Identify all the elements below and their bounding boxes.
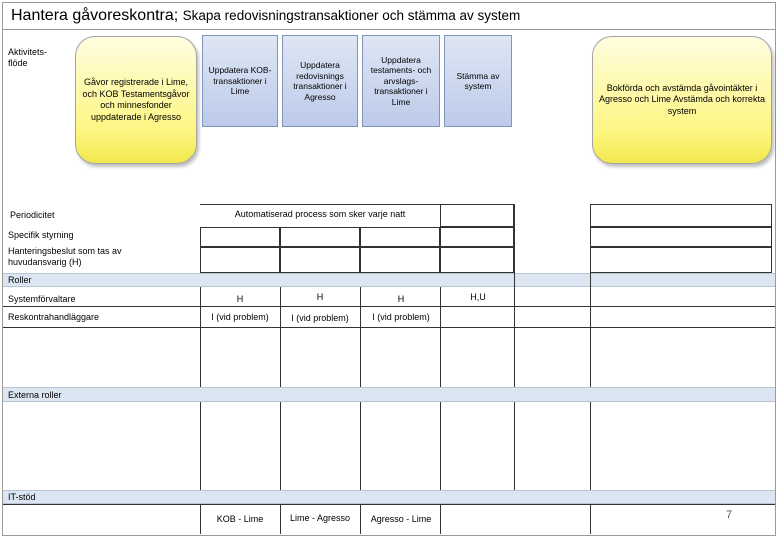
page-number: 7 (726, 509, 733, 521)
reskontra-value: I (vid problem) (372, 312, 430, 322)
grid-line (360, 504, 361, 534)
grid-cell (440, 204, 514, 227)
grid-line (360, 402, 361, 490)
grid-line (590, 504, 591, 534)
grid-line (200, 287, 201, 387)
start-event (75, 36, 197, 164)
lane-label-it-stod: IT-stöd (8, 492, 36, 502)
grid-line (3, 504, 775, 505)
lane-label-periodicitet: Periodicitet (10, 210, 55, 220)
grid-cell (360, 247, 440, 273)
grid-line (440, 287, 441, 387)
it-stod-value: Agresso - Lime (370, 514, 432, 524)
step-text: Uppdatera testaments- och arvslags-transaktioner i Lime (370, 54, 432, 107)
it-stod-value: KOB - Lime (216, 514, 264, 524)
grid-line (280, 504, 281, 534)
grid-cell (590, 247, 772, 273)
grid-cell (360, 227, 440, 247)
step-stamma-av (444, 35, 512, 127)
grid-cell (440, 247, 514, 273)
systemforvaltare-value: H (236, 294, 244, 304)
it-stod-value: Lime - Agresso (289, 513, 351, 523)
step-uppdatera-kob (202, 35, 278, 127)
systemforvaltare-value: H (397, 294, 405, 304)
step-uppdatera-redovisning (282, 35, 358, 127)
grid-cell (200, 227, 280, 247)
grid-cell (590, 204, 772, 227)
grid-line (200, 402, 201, 490)
title-bar (2, 2, 776, 30)
step-text: Stämma av system (456, 70, 500, 91)
grid-line (3, 306, 775, 307)
band-externa-roller (3, 387, 775, 402)
lane-label-systemforvaltare: Systemförvaltare (8, 294, 76, 304)
lane-label-externa-roller: Externa roller (8, 390, 62, 400)
step-text: Uppdatera redovisnings transaktioner i Agresso (293, 60, 347, 102)
grid-line (200, 504, 201, 534)
grid-cell (200, 247, 280, 273)
grid-line (440, 504, 441, 534)
grid-line (280, 287, 281, 387)
periodicitet-value: Automatiserad process som sker varje natt (234, 209, 406, 219)
end-event (592, 36, 772, 164)
systemforvaltare-value: H (316, 292, 324, 302)
grid-line (200, 204, 440, 205)
systemforvaltare-value: H,U (470, 292, 486, 302)
lane-label-hanteringsbeslut: Hanteringsbeslut som tas av huvudansvarig (H) (8, 246, 122, 267)
grid-line (514, 204, 515, 387)
end-event-text: Bokförda och avstämda gåvointäkter i Agresso och Lime Avstämda och korrekta system (599, 82, 765, 116)
band-roller (3, 273, 775, 287)
step-uppdatera-testamente (362, 35, 440, 127)
lane-label-reskontrahandlaggare: Reskontrahandläggare (8, 312, 100, 322)
start-event-text: Gåvor registrerade i Lime, och KOB Testamentsgåvor och minnesfonder uppdaterade i Agresso (82, 77, 190, 122)
grid-line (514, 402, 515, 490)
grid-line (590, 204, 591, 387)
grid-cell (590, 227, 772, 247)
band-it-stod (3, 490, 775, 504)
grid-line (280, 402, 281, 490)
page-title: Hantera gåvoreskontra; (11, 7, 179, 24)
grid-line (590, 402, 591, 490)
grid-line (360, 287, 361, 387)
reskontra-value: I (vid problem) (291, 313, 349, 323)
reskontra-value: I (vid problem) (211, 312, 269, 322)
grid-cell (280, 247, 360, 273)
page-subtitle: Skapa redovisningstransaktioner och stämma av system (182, 8, 521, 23)
grid-line (3, 327, 775, 328)
lane-label-roller: Roller (8, 275, 32, 285)
step-text: Uppdatera KOB-transaktioner i Lime (208, 65, 272, 97)
grid-line (440, 402, 441, 490)
grid-cell (440, 227, 514, 247)
lane-label-specifik-styrning: Specifik styrning (8, 230, 74, 240)
grid-cell (280, 227, 360, 247)
lane-label-aktivitetsflode: Aktivitets- flöde (8, 47, 48, 68)
